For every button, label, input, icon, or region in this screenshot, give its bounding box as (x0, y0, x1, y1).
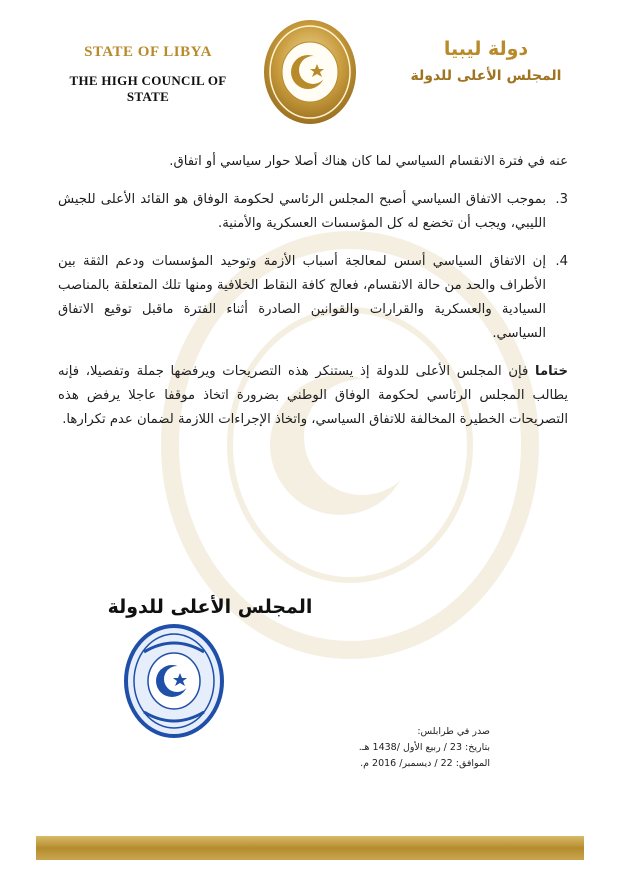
item-number: 4. (555, 254, 568, 269)
header-council-ar: المجلس الأعلى للدولة (410, 68, 562, 84)
item-text: إن الاتفاق السياسي أسس لمعالجة أسباب الأزمة وتوحيد المؤسسات ودعم الثقة بين الأطراف والحد من حالة الانقسام، فعالج كافة النقاط الخلافية ومنها تلك المتعلقة بالمناصب السيادية والعسكرية والقرارات والقوانين الصادرة أثناء الفترة ماقبل توقيع الاتفاق السياسي. (58, 254, 546, 341)
letter-body (58, 150, 568, 446)
gregorian-date: الموافق: 22 / ديسمبر/ 2016 م. (360, 758, 490, 769)
list-item (58, 250, 568, 346)
header-arabic (396, 38, 576, 84)
date-block (340, 724, 490, 772)
item-number: 3. (555, 192, 568, 207)
closing-lead: ختاما (535, 364, 568, 379)
closing-paragraph (58, 360, 568, 432)
council-emblem-icon (262, 18, 358, 126)
closing-text: فإن المجلس الأعلى للدولة إذ يستنكر هذه التصريحات ويرفضها جملة وتفصيلا، فإنه يطالب المجلس الرئاسي لحكومة الوفاق الوطني بضرورة اتخاذ موقفا عاجلا يرفض هذه التصريحات الخطيرة المخالفة للاتفاق السياسي، واتخاذ الإجراءات اللازمة لضمان عدم تكرارها. (58, 364, 568, 427)
intro-paragraph: عنه في فترة الانقسام السياسي لما كان هناك أصلا حوار سياسي أو اتفاق. (169, 154, 568, 169)
list-item (58, 188, 568, 236)
item-text: بموجب الاتفاق السياسي أصبح المجلس الرئاسي لحكومة الوفاق هو القائد الأعلى للجيش الليبي، ويجب أن تخضع له كل المؤسسات العسكرية والأمنية. (58, 192, 546, 231)
header-state-en: STATE OF LIBYA (84, 44, 212, 60)
hijri-date: بتاريخ: 23 / ربيع الأول /1438 هـ. (358, 742, 490, 753)
official-stamp-icon (122, 622, 226, 740)
header-council-en: THE HIGH COUNCIL OF STATE (69, 73, 227, 104)
header-english (48, 44, 248, 105)
issued-location: صدر في طرابلس: (417, 726, 490, 737)
signature-title: المجلس الأعلى للدولة (107, 596, 313, 618)
header-state-ar: دولة ليبيا (443, 38, 529, 60)
footer-gold-bar (36, 836, 584, 860)
